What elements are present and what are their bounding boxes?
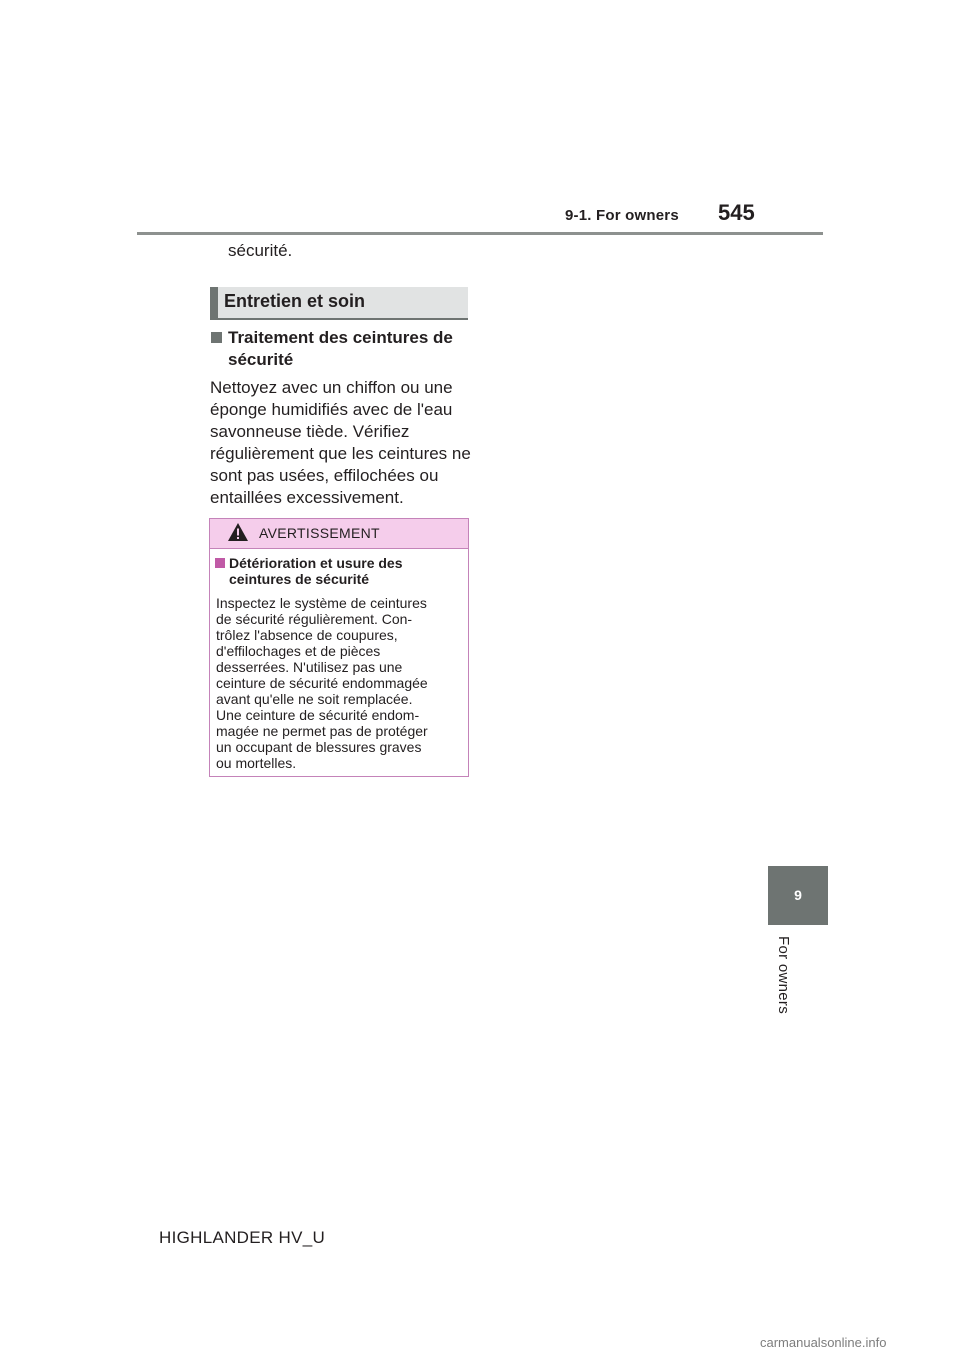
- chapter-label: For owners: [775, 936, 792, 1015]
- warning-line: ou mortelles.: [216, 755, 297, 771]
- warning-line: avant qu'elle ne soit remplacée.: [216, 691, 413, 707]
- warning-line: ceinture de sécurité endommagée: [216, 675, 428, 691]
- footer-model: HIGHLANDER HV_U: [159, 1228, 326, 1247]
- body-paragraph: Nettoyez avec un chiffon ou une éponge humidifiés avec de l'eau savonneuse tiède. Vérifiez régulièrement que les ceintures ne sont pas usées, effilochées ou entaillées excessivement.: [210, 378, 471, 507]
- page-number: 545: [718, 200, 755, 225]
- warning-title: AVERTISSEMENT: [259, 525, 380, 541]
- warning-header: [210, 519, 468, 549]
- watermark: carmanualsonline.info: [760, 1335, 887, 1350]
- warning-line: d'effilochages et de pièces: [216, 643, 381, 659]
- warning-subheading: [215, 555, 468, 587]
- header-divider: [137, 232, 823, 235]
- warning-body: [216, 595, 464, 771]
- warning-line: de sécurité régulièrement. Con-: [216, 611, 413, 627]
- warning-line: Inspectez le système de ceintures: [216, 595, 427, 611]
- warning-triangle-icon: [227, 522, 249, 542]
- subheading-label: Traitement des ceintures de sécurité: [228, 328, 453, 369]
- chapter-tab: 9: [768, 866, 828, 925]
- section-heading: [210, 287, 468, 320]
- header-section-title: 9-1. For owners: [565, 207, 679, 224]
- square-bullet-icon: [215, 558, 225, 568]
- warning-subheading-label: Détérioration et usure des ceintures de sécurité: [229, 555, 403, 587]
- warning-line: desserrées. N'utilisez pas une: [216, 659, 403, 675]
- warning-box: [209, 518, 469, 777]
- section-heading-label: Entretien et soin: [224, 291, 366, 311]
- warning-line: trôlez l'absence de coupures,: [216, 627, 398, 643]
- subheading: [211, 327, 471, 371]
- continuation-text: sécurité.: [228, 241, 293, 260]
- square-bullet-icon: [211, 332, 222, 343]
- warning-line: un occupant de blessures graves: [216, 739, 422, 755]
- warning-line: magée ne permet pas de protéger: [216, 723, 428, 739]
- warning-line: Une ceinture de sécurité endom-: [216, 707, 420, 723]
